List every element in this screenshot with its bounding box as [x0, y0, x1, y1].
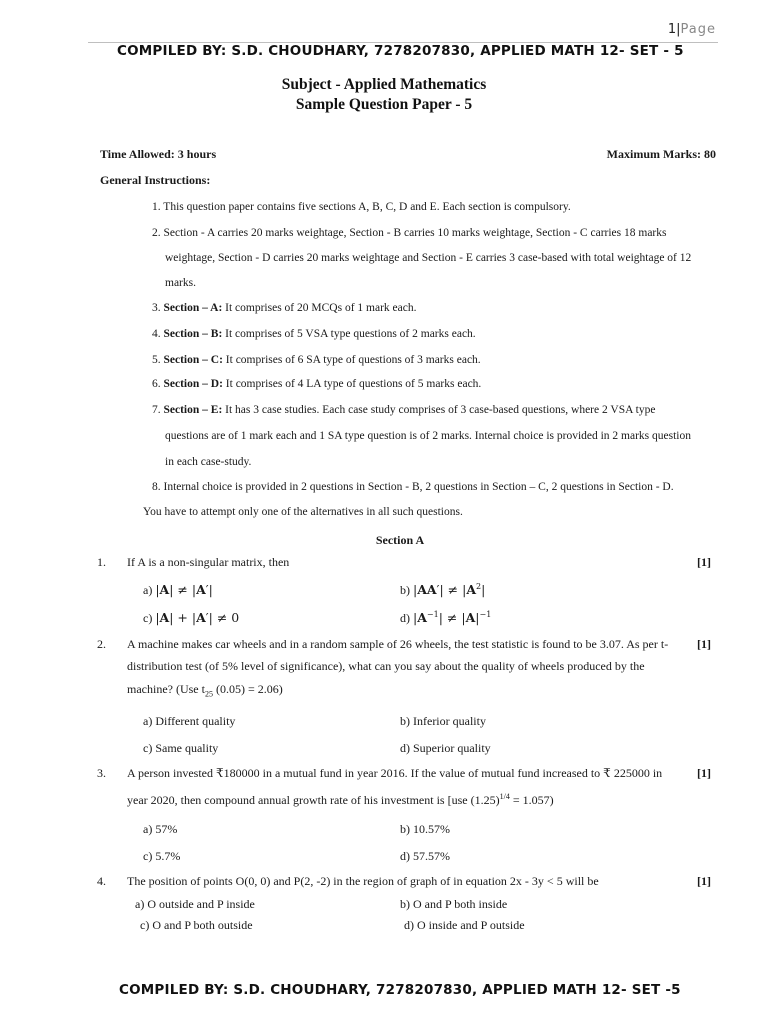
option-c: c) O and P both outside: [140, 918, 253, 932]
section-label: Section – E:: [163, 404, 223, 416]
option-b: b) $|AA'| \ne |A^2|$: [400, 582, 486, 598]
question-text: The position of points O(0, 0) and P(2, -2) in the region of graph of in equation 2x - 3y < 5 will be: [127, 874, 599, 888]
instruction-item: 3. Section – A: It comprises of 20 MCQs of 1 mark each.: [152, 302, 417, 314]
option-d: d) O inside and P outside: [404, 918, 525, 932]
question-marks: [1]: [697, 555, 711, 569]
question-text: If A is a non-singular matrix, then: [127, 555, 290, 569]
option-a: a) Different quality: [143, 714, 236, 728]
section-label: Section – A:: [163, 302, 223, 314]
question-number: 3.: [97, 766, 106, 780]
instruction-item: questions are of 1 mark each and 1 SA type question is of 2 marks. Internal choice is provided in 2 marks question: [165, 430, 692, 442]
instruction-item: 4. Section – B: It comprises of 5 VSA type questions of 2 marks each.: [152, 328, 476, 340]
question-number: 2.: [97, 637, 106, 651]
option-b: b) O and P both inside: [400, 897, 508, 911]
question-text: machine? (Use $t_{25}$ (0.05) = 2.06): [127, 682, 283, 699]
time-allowed: Time Allowed: 3 hours: [100, 147, 217, 161]
instruction-item: weightage, Section - D carries 20 marks weightage and Section - E carries 3 case-based with total weightage of 12: [165, 252, 692, 264]
option-d: d) 57.57%: [400, 849, 450, 863]
question-marks: [1]: [697, 874, 711, 888]
instruction-item: marks.: [165, 277, 196, 289]
option-a: a) 57%: [143, 822, 178, 836]
instruction-item: 1. This question paper contains five sections A, B, C, D and E. Each section is compulsory.: [152, 201, 571, 213]
option-c: c) |A| + |A′| ≠ 0: [143, 610, 240, 625]
maximum-marks: Maximum Marks: 80: [606, 147, 716, 161]
section-label: Section – B:: [163, 328, 223, 340]
instructions-heading: General Instructions:: [100, 173, 211, 187]
header-compiled-by: COMPILED BY: S.D. CHOUDHARY, 7278207830, APPLIED MATH 12- SET - 5: [117, 43, 684, 59]
instruction-item: in each case-study.: [165, 456, 252, 468]
paper-title: Sample Question Paper - 5: [295, 96, 473, 113]
option-d: d) Superior quality: [400, 741, 491, 755]
question-text: distribution test (of 5% level of significance), what can you say about the quality of wheels produced by the: [127, 659, 645, 673]
option-b: b) Inferior quality: [400, 714, 486, 728]
page-number: 1|Page: [667, 22, 716, 37]
instruction-item: 7. Section – E: It has 3 case studies. Each case study comprises of 3 case-based questions, where 2 VSA type: [152, 404, 656, 416]
question-text: A machine makes car wheels and in a random sample of 26 wheels, the test statistic is found to be 3.07. As per t-: [127, 637, 669, 651]
question-marks: [1]: [697, 637, 711, 651]
footer-compiled-by: COMPILED BY: S.D. CHOUDHARY, 7278207830, APPLIED MATH 12- SET -5: [119, 982, 681, 998]
question-number: 4.: [97, 874, 106, 888]
question-number: 1.: [97, 555, 106, 569]
section-label: Section – C:: [163, 354, 223, 366]
instruction-item: You have to attempt only one of the alternatives in all such questions.: [143, 506, 463, 518]
option-b: b) 10.57%: [400, 822, 450, 836]
option-a: a) |A| ≠ |A′|: [143, 582, 213, 597]
question-text: A person invested ₹180000 in a mutual fund in year 2016. If the value of mutual fund increased to ₹ 225000 in: [127, 766, 663, 780]
instruction-item: 6. Section – D: It comprises of 4 LA type of questions of 5 marks each.: [152, 378, 482, 390]
option-a: a) O outside and P inside: [135, 897, 255, 911]
option-d: d) $|A^{-1}| \ne |A|^{-1}$: [400, 610, 492, 626]
instruction-item: 8. Internal choice is provided in 2 questions in Section - B, 2 questions in Section – C, 2 questions in Section - D.: [152, 481, 674, 493]
question-marks: [1]: [697, 766, 711, 780]
instruction-item: 2. Section - A carries 20 marks weightage, Section - B carries 10 marks weightage, Section - C carries 18 marks: [152, 227, 667, 239]
option-c: c) Same quality: [143, 741, 219, 755]
instruction-item: 5. Section – C: It comprises of 6 SA type of questions of 3 marks each.: [152, 354, 481, 366]
section-title: Section A: [375, 533, 425, 547]
section-label: Section – D:: [163, 378, 223, 390]
subject-title: Subject - Applied Mathematics: [281, 76, 487, 93]
page-label: Page: [680, 22, 716, 37]
option-c: c) 5.7%: [143, 849, 181, 863]
question-text: year 2020, then compound annual growth rate of his investment is [use $(1.25)^{1/4} = 1.057$): [127, 792, 554, 807]
